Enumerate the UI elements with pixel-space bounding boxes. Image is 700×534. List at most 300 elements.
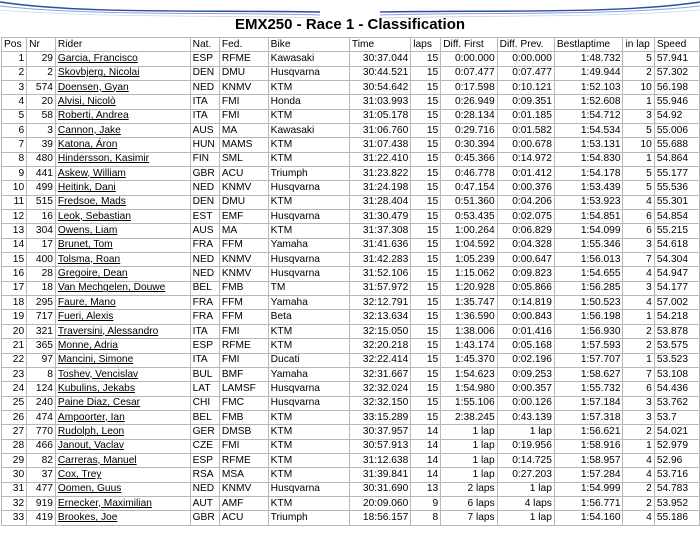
cell-diff-prev: 0:02.196 — [497, 353, 554, 367]
cell-rider[interactable]: Roberti, Andrea — [55, 109, 190, 123]
cell-in-lap: 2 — [623, 482, 654, 496]
table-row — [2, 95, 700, 109]
cell-bike: KTM — [268, 425, 349, 439]
cell-bike: Yamaha — [268, 367, 349, 381]
cell-fed: FMI — [219, 439, 268, 453]
cell-diff-prev: 0:01.185 — [497, 109, 554, 123]
cell-nr: 717 — [27, 310, 56, 324]
cell-time: 31:23.822 — [349, 167, 410, 181]
table-row — [2, 511, 700, 525]
cell-bestlaptime: 1:57.184 — [554, 396, 623, 410]
cell-bestlaptime: 1:57.318 — [554, 410, 623, 424]
cell-time: 31:03.993 — [349, 95, 410, 109]
cell-nr: 419 — [27, 511, 56, 525]
cell-bestlaptime: 1:53.923 — [554, 195, 623, 209]
cell-diff-first: 1:36.590 — [441, 310, 497, 324]
cell-in-lap: 1 — [623, 310, 654, 324]
cell-rider[interactable]: Katona, Áron — [55, 138, 190, 152]
cell-rider[interactable]: Ampoorter, Ian — [55, 410, 190, 424]
cell-nr: 400 — [27, 253, 56, 267]
cell-pos: 4 — [2, 95, 27, 109]
cell-bestlaptime: 1:56.621 — [554, 425, 623, 439]
cell-time: 32:15.050 — [349, 324, 410, 338]
cell-laps: 15 — [411, 167, 441, 181]
cell-fed: DMSB — [219, 425, 268, 439]
cell-nat: AUT — [190, 496, 219, 510]
cell-rider[interactable]: Leok, Sebastian — [55, 210, 190, 224]
cell-laps: 14 — [411, 425, 441, 439]
cell-bestlaptime: 1:56.771 — [554, 496, 623, 510]
cell-diff-first: 1:04.592 — [441, 238, 497, 252]
cell-diff-prev: 0:01.416 — [497, 324, 554, 338]
cell-fed: MSA — [219, 468, 268, 482]
cell-laps: 13 — [411, 482, 441, 496]
cell-time: 31:39.841 — [349, 468, 410, 482]
cell-nat: GER — [190, 425, 219, 439]
cell-time: 30:31.690 — [349, 482, 410, 496]
cell-nat: GBR — [190, 511, 219, 525]
cell-nat: FRA — [190, 238, 219, 252]
cell-rider[interactable]: Cox, Trey — [55, 468, 190, 482]
cell-pos: 9 — [2, 167, 27, 181]
cell-diff-first: 1:55.106 — [441, 396, 497, 410]
cell-rider[interactable]: Paine Diaz, Cesar — [55, 396, 190, 410]
cell-time: 32:32.150 — [349, 396, 410, 410]
cell-time: 30:54.642 — [349, 80, 410, 94]
cell-fed: FFM — [219, 296, 268, 310]
cell-speed: 55.006 — [654, 124, 699, 138]
cell-fed: KNMV — [219, 253, 268, 267]
cell-bike: Husqvarna — [268, 382, 349, 396]
cell-bike: Husqvarna — [268, 396, 349, 410]
cell-time: 31:28.404 — [349, 195, 410, 209]
cell-time: 31:22.410 — [349, 152, 410, 166]
cell-laps: 15 — [411, 253, 441, 267]
cell-nat: DEN — [190, 195, 219, 209]
cell-diff-prev: 0:06.829 — [497, 224, 554, 238]
cell-bike: Husqvarna — [268, 66, 349, 80]
table-row — [2, 310, 700, 324]
cell-rider[interactable]: Heitink, Dani — [55, 181, 190, 195]
cell-time: 31:37.308 — [349, 224, 410, 238]
cell-fed: FMC — [219, 396, 268, 410]
table-row — [2, 453, 700, 467]
table-row — [2, 66, 700, 80]
cell-speed: 54.864 — [654, 152, 699, 166]
column-header-nr: Nr — [27, 38, 56, 52]
table-row — [2, 339, 700, 353]
cell-speed: 55.946 — [654, 95, 699, 109]
cell-nr: 37 — [27, 468, 56, 482]
cell-diff-first: 1:35.747 — [441, 296, 497, 310]
cell-speed: 54.618 — [654, 238, 699, 252]
cell-diff-first: 1:38.006 — [441, 324, 497, 338]
cell-pos: 29 — [2, 453, 27, 467]
cell-pos: 21 — [2, 339, 27, 353]
cell-nat: ITA — [190, 353, 219, 367]
cell-bike: KTM — [268, 109, 349, 123]
cell-bestlaptime: 1:49.944 — [554, 66, 623, 80]
cell-nat: ESP — [190, 52, 219, 66]
cell-rider[interactable]: Oomen, Guus — [55, 482, 190, 496]
cell-speed: 53.716 — [654, 468, 699, 482]
cell-nr: 97 — [27, 353, 56, 367]
cell-in-lap: 3 — [623, 410, 654, 424]
cell-rider[interactable]: Mancini, Simone — [55, 353, 190, 367]
table-row — [2, 181, 700, 195]
cell-diff-prev: 0:14.972 — [497, 152, 554, 166]
table-row — [2, 382, 700, 396]
cell-rider[interactable]: Traversini, Alessandro — [55, 324, 190, 338]
cell-in-lap: 1 — [623, 152, 654, 166]
cell-speed: 55.301 — [654, 195, 699, 209]
cell-diff-prev: 0:09.351 — [497, 95, 554, 109]
column-header-laps: laps — [411, 38, 441, 52]
cell-bestlaptime: 1:54.851 — [554, 210, 623, 224]
cell-laps: 15 — [411, 339, 441, 353]
column-header-time: Time — [349, 38, 410, 52]
cell-speed: 52.96 — [654, 453, 699, 467]
cell-rider[interactable]: Ernecker, Maximilian — [55, 496, 190, 510]
cell-time: 31:41.636 — [349, 238, 410, 252]
cell-rider[interactable]: Brookes, Joe — [55, 511, 190, 525]
table-row — [2, 367, 700, 381]
cell-nat: ITA — [190, 109, 219, 123]
cell-nat: EST — [190, 210, 219, 224]
cell-pos: 32 — [2, 496, 27, 510]
cell-bestlaptime: 1:54.830 — [554, 152, 623, 166]
cell-rider[interactable]: Cannon, Jake — [55, 124, 190, 138]
cell-fed: KNMV — [219, 181, 268, 195]
cell-pos: 16 — [2, 267, 27, 281]
cell-in-lap: 7 — [623, 367, 654, 381]
cell-rider[interactable]: Garcia, Francisco — [55, 52, 190, 66]
cell-bike: KTM — [268, 224, 349, 238]
cell-bike: Yamaha — [268, 238, 349, 252]
cell-rider[interactable]: Skovbjerg, Nicolai — [55, 66, 190, 80]
cell-speed: 54.021 — [654, 425, 699, 439]
cell-fed: ACU — [219, 167, 268, 181]
cell-pos: 8 — [2, 152, 27, 166]
cell-bike: KTM — [268, 439, 349, 453]
cell-laps: 15 — [411, 124, 441, 138]
cell-fed: FMB — [219, 410, 268, 424]
cell-pos: 5 — [2, 109, 27, 123]
cell-time: 32:13.634 — [349, 310, 410, 324]
cell-laps: 15 — [411, 109, 441, 123]
cell-nat: FRA — [190, 310, 219, 324]
cell-diff-prev: 0:00.376 — [497, 181, 554, 195]
cell-diff-prev: 0:00.843 — [497, 310, 554, 324]
cell-pos: 28 — [2, 439, 27, 453]
cell-diff-first: 1:54.980 — [441, 382, 497, 396]
cell-speed: 53.575 — [654, 339, 699, 353]
cell-nr: 499 — [27, 181, 56, 195]
cell-bike: Husqvarna — [268, 253, 349, 267]
cell-fed: AMF — [219, 496, 268, 510]
cell-bestlaptime: 1:48.732 — [554, 52, 623, 66]
cell-bike: Triumph — [268, 511, 349, 525]
cell-nat: ESP — [190, 453, 219, 467]
cell-diff-first: 1 lap — [441, 425, 497, 439]
cell-nat: DEN — [190, 66, 219, 80]
cell-speed: 56.198 — [654, 80, 699, 94]
cell-speed: 57.941 — [654, 52, 699, 66]
cell-rider[interactable]: Kubulins, Jekabs — [55, 382, 190, 396]
cell-laps: 15 — [411, 382, 441, 396]
cell-speed: 57.002 — [654, 296, 699, 310]
cell-rider[interactable]: Brunet, Tom — [55, 238, 190, 252]
cell-laps: 9 — [411, 496, 441, 510]
cell-pos: 19 — [2, 310, 27, 324]
cell-nr: 17 — [27, 238, 56, 252]
cell-diff-prev: 0:00.678 — [497, 138, 554, 152]
table-row — [2, 324, 700, 338]
cell-rider[interactable]: Alvisi, Nicolò — [55, 95, 190, 109]
cell-fed: KNMV — [219, 80, 268, 94]
table-row — [2, 238, 700, 252]
cell-rider[interactable]: Carreras, Manuel — [55, 453, 190, 467]
cell-rider[interactable]: Hindersson, Kasimir — [55, 152, 190, 166]
cell-fed: LAMSF — [219, 382, 268, 396]
cell-bike: KTM — [268, 468, 349, 482]
cell-diff-first: 1 lap — [441, 439, 497, 453]
cell-pos: 1 — [2, 52, 27, 66]
cell-nr: 477 — [27, 482, 56, 496]
table-row — [2, 496, 700, 510]
cell-diff-first: 1:00.264 — [441, 224, 497, 238]
cell-in-lap: 5 — [623, 167, 654, 181]
cell-time: 31:30.479 — [349, 210, 410, 224]
cell-time: 32:20.218 — [349, 339, 410, 353]
cell-in-lap: 5 — [623, 124, 654, 138]
table-row — [2, 296, 700, 310]
cell-pos: 17 — [2, 281, 27, 295]
cell-diff-prev: 0:00.357 — [497, 382, 554, 396]
cell-rider[interactable]: Faure, Mano — [55, 296, 190, 310]
cell-pos: 30 — [2, 468, 27, 482]
cell-time: 30:44.521 — [349, 66, 410, 80]
cell-bestlaptime: 1:53.439 — [554, 181, 623, 195]
cell-pos: 15 — [2, 253, 27, 267]
cell-in-lap: 6 — [623, 224, 654, 238]
cell-speed: 54.854 — [654, 210, 699, 224]
cell-time: 32:32.024 — [349, 382, 410, 396]
cell-time: 31:05.178 — [349, 109, 410, 123]
cell-pos: 25 — [2, 396, 27, 410]
cell-diff-first: 0:26.949 — [441, 95, 497, 109]
cell-in-lap: 1 — [623, 353, 654, 367]
cell-nr: 8 — [27, 367, 56, 381]
cell-diff-first: 1:43.174 — [441, 339, 497, 353]
cell-time: 30:57.913 — [349, 439, 410, 453]
cell-speed: 53.762 — [654, 396, 699, 410]
cell-bike: Husqvarna — [268, 482, 349, 496]
cell-fed: DMU — [219, 195, 268, 209]
cell-bestlaptime: 1:57.707 — [554, 353, 623, 367]
cell-nr: 304 — [27, 224, 56, 238]
cell-fed: FFM — [219, 238, 268, 252]
cell-bestlaptime: 1:57.593 — [554, 339, 623, 353]
table-row — [2, 167, 700, 181]
cell-in-lap: 2 — [623, 66, 654, 80]
cell-fed: FMB — [219, 281, 268, 295]
cell-bike: KTM — [268, 496, 349, 510]
cell-bike: Kawasaki — [268, 124, 349, 138]
cell-diff-prev: 0:14.725 — [497, 453, 554, 467]
cell-in-lap: 5 — [623, 52, 654, 66]
cell-diff-first: 6 laps — [441, 496, 497, 510]
cell-nat: ITA — [190, 324, 219, 338]
cell-speed: 55.215 — [654, 224, 699, 238]
cell-fed: FMI — [219, 109, 268, 123]
cell-in-lap: 1 — [623, 95, 654, 109]
cell-in-lap: 4 — [623, 195, 654, 209]
cell-rider[interactable]: Owens, Liam — [55, 224, 190, 238]
cell-speed: 53.952 — [654, 496, 699, 510]
cell-in-lap: 2 — [623, 324, 654, 338]
cell-bike: KTM — [268, 152, 349, 166]
cell-diff-first: 0:51.360 — [441, 195, 497, 209]
cell-time: 32:22.414 — [349, 353, 410, 367]
cell-diff-first: 0:29.716 — [441, 124, 497, 138]
cell-rider[interactable]: Fueri, Alexis — [55, 310, 190, 324]
table-row — [2, 439, 700, 453]
cell-bike: TM — [268, 281, 349, 295]
cell-rider[interactable]: Askew, William — [55, 167, 190, 181]
cell-in-lap: 4 — [623, 453, 654, 467]
cell-fed: KNMV — [219, 267, 268, 281]
cell-diff-prev: 0:27.203 — [497, 468, 554, 482]
cell-in-lap: 1 — [623, 439, 654, 453]
cell-laps: 14 — [411, 439, 441, 453]
cell-pos: 18 — [2, 296, 27, 310]
cell-diff-prev: 0:04.328 — [497, 238, 554, 252]
cell-in-lap: 4 — [623, 296, 654, 310]
cell-nat: NED — [190, 181, 219, 195]
cell-bestlaptime: 1:56.013 — [554, 253, 623, 267]
cell-in-lap: 2 — [623, 425, 654, 439]
cell-bestlaptime: 1:54.160 — [554, 511, 623, 525]
cell-fed: RFME — [219, 453, 268, 467]
table-row — [2, 210, 700, 224]
cell-nr: 16 — [27, 210, 56, 224]
cell-nr: 365 — [27, 339, 56, 353]
cell-bike: KTM — [268, 339, 349, 353]
table-row — [2, 124, 700, 138]
cell-bestlaptime: 1:58.916 — [554, 439, 623, 453]
cell-time: 31:06.760 — [349, 124, 410, 138]
cell-in-lap: 10 — [623, 80, 654, 94]
cell-bike: Ducati — [268, 353, 349, 367]
cell-speed: 53.108 — [654, 367, 699, 381]
cell-nat: AUS — [190, 124, 219, 138]
column-header-diff-first: Diff. First — [441, 38, 497, 52]
cell-rider[interactable]: Toshev, Vencislav — [55, 367, 190, 381]
cell-diff-prev: 0:04.206 — [497, 195, 554, 209]
cell-speed: 55.688 — [654, 138, 699, 152]
cell-rider[interactable]: Van Mechgelen, Douwe — [55, 281, 190, 295]
cell-speed: 54.783 — [654, 482, 699, 496]
cell-nr: 466 — [27, 439, 56, 453]
cell-rider[interactable]: Fredsoe, Mads — [55, 195, 190, 209]
cell-diff-prev: 0:00.000 — [497, 52, 554, 66]
cell-fed: DMU — [219, 66, 268, 80]
cell-diff-first: 0:47.154 — [441, 181, 497, 195]
table-row — [2, 80, 700, 94]
cell-pos: 13 — [2, 224, 27, 238]
column-header-nat: Nat. — [190, 38, 219, 52]
cell-bestlaptime: 1:56.285 — [554, 281, 623, 295]
cell-diff-first: 0:28.134 — [441, 109, 497, 123]
table-row — [2, 468, 700, 482]
table-row — [2, 224, 700, 238]
cell-time: 31:52.106 — [349, 267, 410, 281]
cell-in-lap: 3 — [623, 281, 654, 295]
cell-rider[interactable]: Gregoire, Dean — [55, 267, 190, 281]
cell-speed: 55.186 — [654, 511, 699, 525]
cell-laps: 15 — [411, 310, 441, 324]
cell-rider[interactable]: Janout, Vaclav — [55, 439, 190, 453]
cell-pos: 7 — [2, 138, 27, 152]
cell-bike: KTM — [268, 410, 349, 424]
cell-bestlaptime: 1:54.712 — [554, 109, 623, 123]
cell-pos: 24 — [2, 382, 27, 396]
cell-nat: ITA — [190, 95, 219, 109]
table-row — [2, 267, 700, 281]
cell-rider[interactable]: Rudolph, Leon — [55, 425, 190, 439]
cell-time: 31:12.638 — [349, 453, 410, 467]
cell-in-lap: 4 — [623, 267, 654, 281]
cell-diff-first: 1:54.623 — [441, 367, 497, 381]
cell-speed: 54.436 — [654, 382, 699, 396]
cell-rider[interactable]: Doensen, Gyan — [55, 80, 190, 94]
cell-bike: Husqvarna — [268, 181, 349, 195]
cell-fed: FFM — [219, 310, 268, 324]
column-header-speed: Speed — [654, 38, 699, 52]
cell-bestlaptime: 1:52.608 — [554, 95, 623, 109]
cell-diff-prev: 0:14.819 — [497, 296, 554, 310]
cell-nat: ESP — [190, 339, 219, 353]
cell-nr: 480 — [27, 152, 56, 166]
cell-nr: 474 — [27, 410, 56, 424]
cell-bike: KTM — [268, 195, 349, 209]
cell-bestlaptime: 1:54.534 — [554, 124, 623, 138]
cell-speed: 54.304 — [654, 253, 699, 267]
cell-pos: 11 — [2, 195, 27, 209]
cell-diff-first: 1:05.239 — [441, 253, 497, 267]
cell-laps: 15 — [411, 367, 441, 381]
cell-in-lap: 3 — [623, 238, 654, 252]
cell-bestlaptime: 1:54.655 — [554, 267, 623, 281]
cell-pos: 3 — [2, 80, 27, 94]
cell-rider[interactable]: Tolsma, Roan — [55, 253, 190, 267]
cell-pos: 33 — [2, 511, 27, 525]
cell-fed: ACU — [219, 511, 268, 525]
cell-time: 32:12.791 — [349, 296, 410, 310]
cell-rider[interactable]: Monne, Adria — [55, 339, 190, 353]
cell-laps: 15 — [411, 324, 441, 338]
table-row — [2, 253, 700, 267]
table-row — [2, 195, 700, 209]
cell-fed: EMF — [219, 210, 268, 224]
cell-bestlaptime: 1:52.103 — [554, 80, 623, 94]
cell-time: 32:31.667 — [349, 367, 410, 381]
cell-fed: RFME — [219, 52, 268, 66]
cell-pos: 14 — [2, 238, 27, 252]
cell-in-lap: 3 — [623, 109, 654, 123]
cell-nr: 321 — [27, 324, 56, 338]
